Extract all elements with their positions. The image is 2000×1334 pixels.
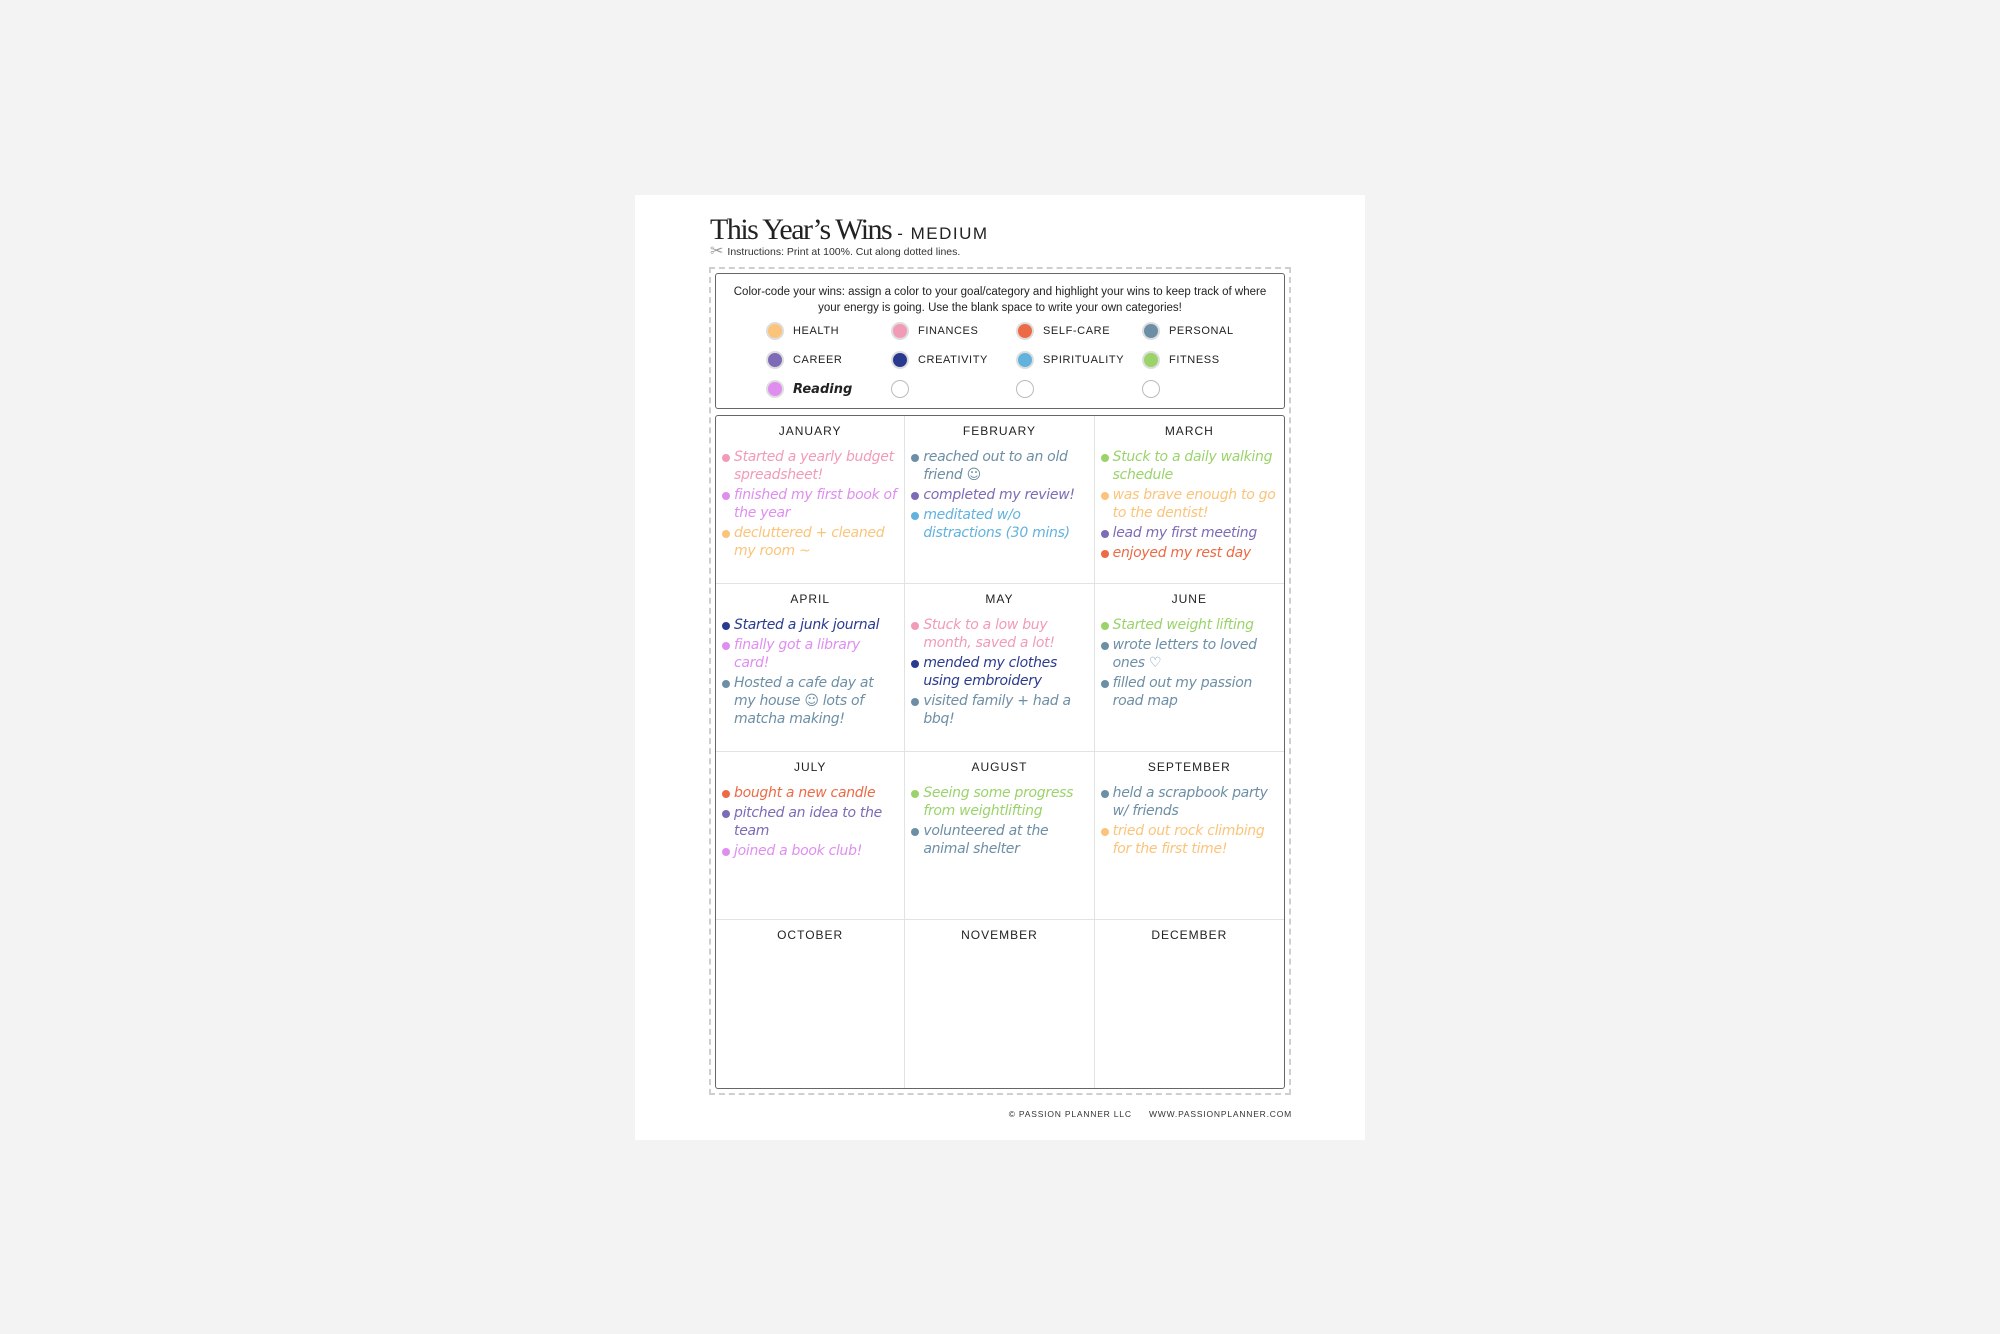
win-text: filled out my passion road map [1112, 675, 1253, 709]
month-cell-november [905, 920, 1094, 1088]
win-item [722, 674, 898, 728]
win-text: tried out rock climbing for the first time! [1112, 823, 1265, 857]
page-title: This Year’s Wins [710, 213, 892, 246]
legend-item [766, 351, 842, 369]
legend-label: CAREER [793, 354, 843, 366]
legend-item [1142, 380, 1169, 398]
month-name: MARCH [1164, 424, 1214, 438]
bullet-dot [1101, 790, 1109, 798]
win-text: Stuck to a daily walking schedule [1112, 449, 1273, 483]
legend-label: FITNESS [1169, 354, 1220, 366]
month-cell-june [1095, 584, 1284, 752]
legend-color-swatch [1142, 380, 1160, 398]
win-text: Started weight lifting [1112, 617, 1254, 633]
footer [1009, 1109, 1292, 1119]
legend-color-swatch [1016, 351, 1034, 369]
legend-item [766, 322, 839, 340]
month-name: JUNE [1171, 592, 1207, 606]
win-text: Seeing some progress from weightlifting [923, 785, 1074, 819]
month-cell-october [716, 920, 905, 1088]
legend-item [1016, 380, 1043, 398]
win-text: completed my review! [923, 487, 1075, 503]
legend-color-swatch [766, 380, 784, 398]
win-item [1101, 544, 1278, 562]
wins-list [1095, 616, 1284, 710]
bullet-dot [722, 492, 730, 500]
win-item [722, 616, 898, 634]
bullet-dot [911, 512, 919, 520]
legend-color-swatch [891, 351, 909, 369]
month-name: MAY [985, 592, 1014, 606]
win-item [911, 448, 1087, 484]
wins-list [716, 616, 904, 728]
win-text: mended my clothes using embroidery [923, 655, 1057, 689]
legend-item [891, 380, 918, 398]
bullet-dot [911, 828, 919, 836]
instructions-text: Instructions: Print at 100%. Cut along dotted lines. [727, 246, 961, 258]
month-name: JULY [793, 760, 827, 774]
win-text: wrote letters to loved ones ♡ [1112, 637, 1257, 671]
win-text: Hosted a cafe day at my house ☺ lots of matcha making! [734, 675, 874, 727]
win-item [911, 654, 1087, 690]
footer-copyright: © PASSION PLANNER LLC [1008, 1109, 1132, 1119]
bullet-dot [1101, 622, 1109, 630]
legend-label: SELF-CARE [1043, 325, 1111, 337]
month-name: DECEMBER [1151, 928, 1228, 942]
win-item [911, 486, 1087, 504]
bullet-dot [911, 660, 919, 668]
legend-color-swatch [766, 322, 784, 340]
win-item [722, 524, 898, 560]
month-cell-july [716, 752, 905, 920]
bullet-dot [1101, 492, 1109, 500]
bullet-dot [722, 810, 730, 818]
win-text: Started a yearly budget spreadsheet! [734, 449, 894, 483]
win-item [1101, 674, 1278, 710]
win-item [1101, 486, 1278, 522]
month-name: OCTOBER [777, 928, 844, 942]
legend-item [1142, 351, 1220, 369]
footer-website: WWW.PASSIONPLANNER.COM [1148, 1109, 1292, 1119]
win-item [1101, 616, 1278, 634]
wins-list [1095, 448, 1284, 562]
page-subtitle: - MEDIUM [897, 224, 989, 243]
bullet-dot [1101, 454, 1109, 462]
month-cell-december [1095, 920, 1284, 1088]
legend-color-swatch [1142, 351, 1160, 369]
win-text: decluttered + cleaned my room ~ [734, 525, 885, 559]
win-item [1101, 784, 1278, 820]
scissors-icon: ✂ [710, 243, 724, 260]
win-text: was brave enough to go to the dentist! [1112, 487, 1276, 521]
bullet-dot [1101, 530, 1109, 538]
win-item [1101, 636, 1278, 672]
win-text: joined a book club! [734, 843, 863, 859]
bullet-dot [722, 530, 730, 538]
planner-sheet [635, 195, 1365, 1140]
bullet-dot [722, 790, 730, 798]
win-item [911, 822, 1087, 858]
win-item [1101, 524, 1278, 542]
legend-label: CREATIVITY [918, 354, 988, 366]
wins-list [905, 784, 1093, 858]
legend-color-swatch [766, 351, 784, 369]
month-cell-april [716, 584, 905, 752]
legend-label: HEALTH [793, 325, 840, 337]
instructions [710, 244, 960, 260]
wins-list [1095, 784, 1284, 858]
bullet-dot [1101, 680, 1109, 688]
bullet-dot [911, 698, 919, 706]
month-cell-may [905, 584, 1094, 752]
win-item [722, 486, 898, 522]
month-cell-september [1095, 752, 1284, 920]
win-item [722, 448, 898, 484]
bullet-dot [911, 454, 919, 462]
legend-label: PERSONAL [1169, 325, 1234, 337]
win-text: bought a new candle [734, 785, 876, 801]
win-text: reached out to an old friend ☺ [923, 449, 1068, 483]
win-text: meditated w/o distractions (30 mins) [923, 507, 1070, 541]
legend-instructions: Color-code your wins: assign a color to your goal/category and highlight your wins to keep track of where your energy is going. Use the blank space to write your own categories! [733, 286, 1267, 314]
win-item [722, 784, 898, 802]
win-item [911, 506, 1087, 542]
win-item [911, 692, 1087, 728]
month-cell-march [1095, 416, 1284, 584]
win-text: lead my first meeting [1112, 525, 1257, 541]
win-item [911, 616, 1087, 652]
bullet-dot [911, 492, 919, 500]
win-item [1101, 822, 1278, 858]
win-item [722, 804, 898, 840]
legend-color-swatch [1142, 322, 1160, 340]
month-name: APRIL [790, 592, 830, 606]
win-text: visited family + had a bbq! [923, 693, 1071, 727]
legend-item [1016, 322, 1110, 340]
legend-color-swatch [1016, 322, 1034, 340]
win-item [911, 784, 1087, 820]
win-item [1101, 448, 1278, 484]
legend-item [1016, 351, 1124, 369]
win-text: Started a junk journal [734, 617, 880, 633]
bullet-dot [722, 622, 730, 630]
title-row [710, 213, 989, 247]
bullet-dot [1101, 828, 1109, 836]
win-text: enjoyed my rest day [1112, 545, 1251, 561]
legend-item [891, 351, 988, 369]
win-text: Stuck to a low buy month, saved a lot! [923, 617, 1055, 651]
month-cell-august [905, 752, 1094, 920]
wins-list [905, 448, 1093, 542]
bullet-dot [911, 790, 919, 798]
bullet-dot [1101, 642, 1109, 650]
win-text: volunteered at the animal shelter [923, 823, 1049, 857]
bullet-dot [722, 642, 730, 650]
legend-item [891, 322, 978, 340]
legend-label: FINANCES [918, 325, 979, 337]
legend-label: SPIRITUALITY [1043, 354, 1125, 366]
month-cell-january [716, 416, 905, 584]
wins-list [905, 616, 1093, 728]
legend-box [715, 273, 1285, 409]
month-cell-february [905, 416, 1094, 584]
legend-color-swatch [891, 380, 909, 398]
legend-color-swatch [891, 322, 909, 340]
legend-item [766, 380, 852, 398]
win-text: pitched an idea to the team [734, 805, 882, 839]
win-item [722, 636, 898, 672]
win-text: finished my first book of the year [734, 487, 897, 521]
win-item [722, 842, 898, 860]
bullet-dot [911, 622, 919, 630]
wins-list [716, 448, 904, 560]
legend-color-swatch [1016, 380, 1034, 398]
bullet-dot [722, 680, 730, 688]
month-name: NOVEMBER [961, 928, 1038, 942]
wins-list [716, 784, 904, 860]
months-grid [715, 415, 1285, 1089]
bullet-dot [1101, 550, 1109, 558]
legend-item [1142, 322, 1234, 340]
month-name: FEBRUARY [962, 424, 1037, 438]
bullet-dot [722, 848, 730, 856]
win-text: finally got a library card! [734, 637, 860, 671]
month-name: SEPTEMBER [1147, 760, 1231, 774]
win-text: held a scrapbook party w/ friends [1112, 785, 1268, 819]
month-name: JANUARY [778, 424, 842, 438]
bullet-dot [722, 454, 730, 462]
legend-label: Reading [793, 381, 853, 397]
month-name: AUGUST [971, 760, 1028, 774]
